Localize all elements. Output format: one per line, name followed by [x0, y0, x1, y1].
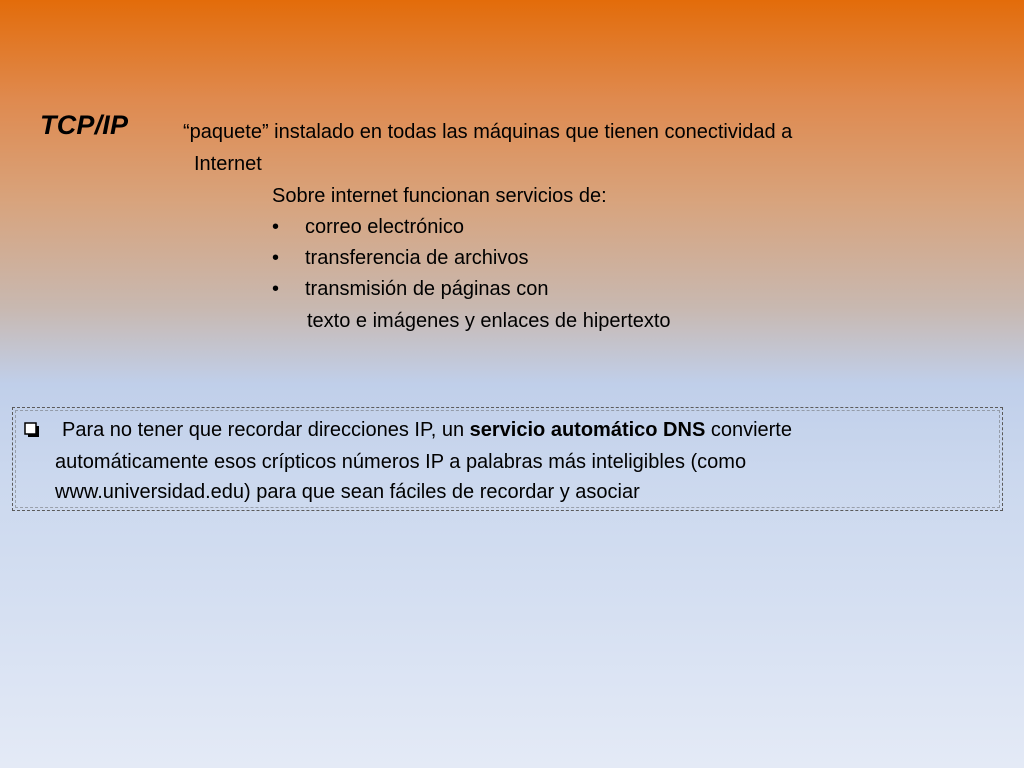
- service-label: correo electrónico: [305, 216, 464, 238]
- services-list: [272, 215, 548, 308]
- service-label: transmisión de páginas con: [305, 278, 549, 300]
- dns-text-before: Para no tener que recordar direcciones IP, un: [62, 419, 470, 441]
- bullet-icon: •: [272, 278, 280, 300]
- description-line-1: “paquete” instalado en todas las máquinas que tienen conectividad a: [183, 121, 793, 143]
- list-item: [272, 277, 548, 308]
- bullet-icon: •: [272, 247, 280, 269]
- list-item: [272, 246, 548, 277]
- services-intro: Sobre internet funcionan servicios de:: [272, 185, 607, 207]
- slide-title: TCP/IP: [40, 110, 129, 140]
- service-label: transferencia de archivos: [305, 247, 529, 269]
- dns-note-line-1: [62, 418, 792, 442]
- dns-highlight: servicio automático DNS: [469, 419, 706, 441]
- dns-note-line-2: automáticamente esos crípticos números IP a palabras más inteligibles (como: [55, 451, 747, 473]
- services-continuation: texto e imágenes y enlaces de hipertexto: [307, 310, 671, 332]
- dns-note-line-3: www.universidad.edu) para que sean fáciles de recordar y asociar: [55, 481, 640, 503]
- list-item: [272, 215, 548, 246]
- checkbox-icon: [24, 422, 40, 438]
- dns-text-after: convierte: [705, 419, 792, 441]
- description-line-2: Internet: [194, 153, 262, 175]
- dns-note-box: [12, 407, 1003, 511]
- bullet-icon: •: [272, 216, 280, 238]
